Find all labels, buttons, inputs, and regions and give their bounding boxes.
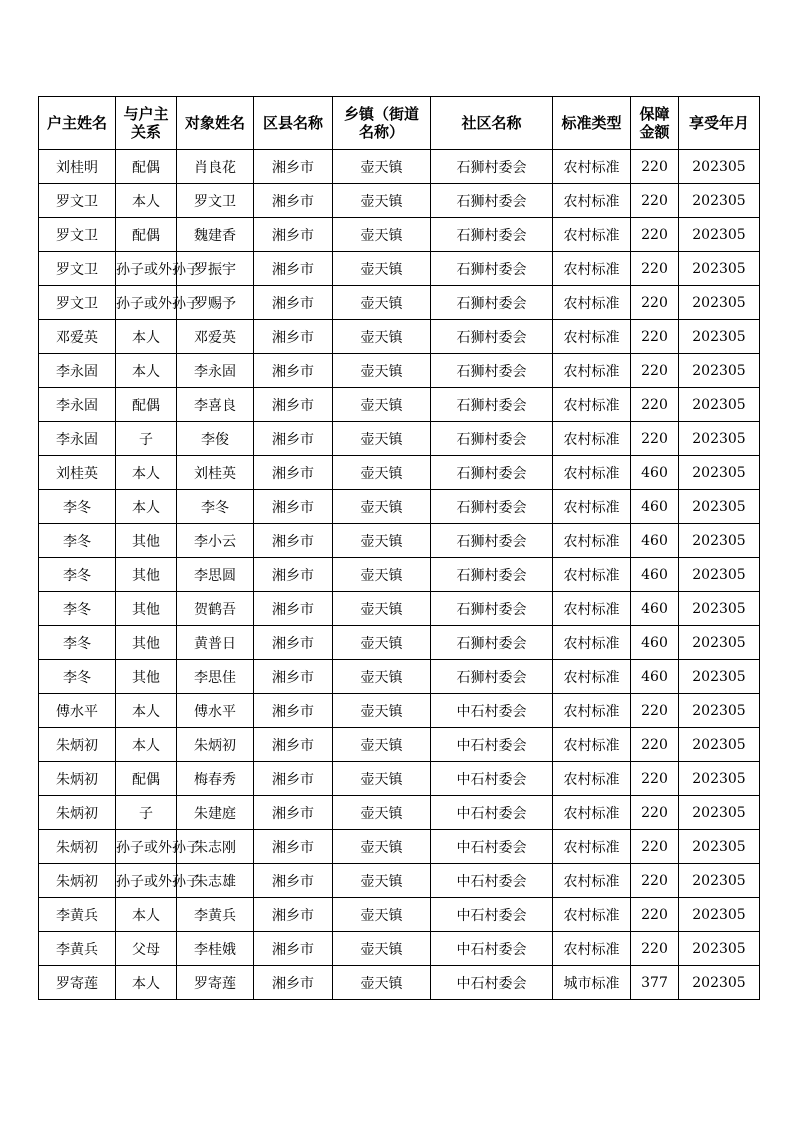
table-row [39,456,760,490]
table-row [39,422,760,456]
householder-cell: 朱炳初 [39,762,116,796]
amount-cell: 220 [631,354,679,388]
recipient-cell: 梅春秀 [177,762,254,796]
table-row [39,388,760,422]
householder-cell: 李冬 [39,558,116,592]
amount-cell: 220 [631,184,679,218]
month-cell: 202305 [679,898,760,932]
community-cell: 石狮村委会 [431,660,553,694]
relation-cell: 孙子或外孙子 [116,252,177,286]
month-cell: 202305 [679,422,760,456]
standard-cell: 农村标准 [553,150,631,184]
table-row [39,966,760,1000]
community-cell: 中石村委会 [431,966,553,1000]
householder-cell: 傅水平 [39,694,116,728]
header-community: 社区名称 [431,97,553,150]
county-cell: 湘乡市 [254,150,333,184]
community-cell: 石狮村委会 [431,354,553,388]
householder-cell: 李冬 [39,592,116,626]
recipient-cell: 罗赐予 [177,286,254,320]
householder-cell: 李冬 [39,524,116,558]
recipient-cell: 罗寄莲 [177,966,254,1000]
month-cell: 202305 [679,524,760,558]
community-cell: 中石村委会 [431,864,553,898]
relation-cell: 本人 [116,184,177,218]
amount-cell: 220 [631,252,679,286]
standard-cell: 农村标准 [553,898,631,932]
town-cell: 壶天镇 [333,728,431,762]
recipient-cell: 李小云 [177,524,254,558]
month-cell: 202305 [679,252,760,286]
householder-cell: 罗文卫 [39,184,116,218]
town-cell: 壶天镇 [333,898,431,932]
town-cell: 壶天镇 [333,354,431,388]
table-row [39,762,760,796]
standard-cell: 农村标准 [553,184,631,218]
standard-cell: 农村标准 [553,286,631,320]
householder-cell: 李黄兵 [39,898,116,932]
county-cell: 湘乡市 [254,762,333,796]
table-row [39,286,760,320]
standard-cell: 农村标准 [553,422,631,456]
header-householder: 户主姓名 [39,97,116,150]
amount-cell: 220 [631,422,679,456]
recipient-cell: 李冬 [177,490,254,524]
standard-cell: 农村标准 [553,796,631,830]
community-cell: 石狮村委会 [431,320,553,354]
town-cell: 壶天镇 [333,592,431,626]
community-cell: 中石村委会 [431,796,553,830]
header-row [39,97,760,150]
community-cell: 石狮村委会 [431,456,553,490]
relation-cell: 本人 [116,966,177,1000]
month-cell: 202305 [679,184,760,218]
relation-cell: 本人 [116,354,177,388]
town-cell: 壶天镇 [333,252,431,286]
table-body [39,150,760,1000]
amount-cell: 220 [631,932,679,966]
table-row [39,252,760,286]
relation-cell: 其他 [116,660,177,694]
recipient-cell: 肖良花 [177,150,254,184]
recipient-cell: 朱志刚 [177,830,254,864]
month-cell: 202305 [679,762,760,796]
householder-cell: 刘桂英 [39,456,116,490]
householder-cell: 罗文卫 [39,252,116,286]
community-cell: 中石村委会 [431,694,553,728]
county-cell: 湘乡市 [254,558,333,592]
householder-cell: 罗文卫 [39,218,116,252]
town-cell: 壶天镇 [333,558,431,592]
community-cell: 中石村委会 [431,728,553,762]
relation-cell: 本人 [116,728,177,762]
table-row [39,694,760,728]
county-cell: 湘乡市 [254,830,333,864]
month-cell: 202305 [679,286,760,320]
month-cell: 202305 [679,456,760,490]
town-cell: 壶天镇 [333,830,431,864]
amount-cell: 220 [631,320,679,354]
standard-cell: 农村标准 [553,558,631,592]
header-town-line-2: 名称） [358,123,404,141]
town-cell: 壶天镇 [333,422,431,456]
householder-cell: 李永固 [39,422,116,456]
relation-cell: 其他 [116,592,177,626]
recipient-cell: 刘桂英 [177,456,254,490]
table-row [39,490,760,524]
table-row [39,796,760,830]
county-cell: 湘乡市 [254,660,333,694]
community-cell: 石狮村委会 [431,626,553,660]
recipient-cell: 朱志雄 [177,864,254,898]
recipient-cell: 李黄兵 [177,898,254,932]
householder-cell: 罗寄莲 [39,966,116,1000]
table-row [39,184,760,218]
recipient-cell: 李永固 [177,354,254,388]
county-cell: 湘乡市 [254,796,333,830]
town-cell: 壶天镇 [333,694,431,728]
standard-cell: 农村标准 [553,932,631,966]
recipient-cell: 黄普日 [177,626,254,660]
standard-cell: 农村标准 [553,252,631,286]
recipient-cell: 邓爱英 [177,320,254,354]
county-cell: 湘乡市 [254,286,333,320]
recipient-cell: 李俊 [177,422,254,456]
community-cell: 中石村委会 [431,830,553,864]
header-month: 享受年月 [679,97,760,150]
recipient-cell: 李思佳 [177,660,254,694]
relation-cell: 本人 [116,490,177,524]
householder-cell: 罗文卫 [39,286,116,320]
month-cell: 202305 [679,660,760,694]
month-cell: 202305 [679,150,760,184]
community-cell: 石狮村委会 [431,150,553,184]
month-cell: 202305 [679,864,760,898]
amount-cell: 220 [631,218,679,252]
relation-cell: 孙子或外孙子 [116,286,177,320]
header-relation-line-2: 关系 [130,123,161,141]
community-cell: 中石村委会 [431,932,553,966]
month-cell: 202305 [679,354,760,388]
community-cell: 中石村委会 [431,762,553,796]
community-cell: 石狮村委会 [431,184,553,218]
community-cell: 石狮村委会 [431,286,553,320]
amount-cell: 220 [631,694,679,728]
month-cell: 202305 [679,490,760,524]
recipient-cell: 罗振宇 [177,252,254,286]
month-cell: 202305 [679,796,760,830]
community-cell: 石狮村委会 [431,388,553,422]
table-row [39,932,760,966]
county-cell: 湘乡市 [254,252,333,286]
relation-cell: 配偶 [116,218,177,252]
amount-cell: 220 [631,762,679,796]
standard-cell: 农村标准 [553,524,631,558]
amount-cell: 460 [631,558,679,592]
table-row [39,830,760,864]
community-cell: 石狮村委会 [431,218,553,252]
county-cell: 湘乡市 [254,592,333,626]
county-cell: 湘乡市 [254,422,333,456]
standard-cell: 农村标准 [553,218,631,252]
header-relation [116,97,177,150]
relation-cell: 配偶 [116,150,177,184]
householder-cell: 朱炳初 [39,796,116,830]
recipient-cell: 朱炳初 [177,728,254,762]
month-cell: 202305 [679,932,760,966]
relation-cell: 其他 [116,558,177,592]
amount-cell: 220 [631,388,679,422]
amount-cell: 377 [631,966,679,1000]
county-cell: 湘乡市 [254,320,333,354]
month-cell: 202305 [679,592,760,626]
relation-cell: 其他 [116,626,177,660]
town-cell: 壶天镇 [333,660,431,694]
table-row [39,864,760,898]
table-row [39,524,760,558]
standard-cell: 农村标准 [553,864,631,898]
table-row [39,898,760,932]
standard-cell: 农村标准 [553,830,631,864]
standard-cell: 农村标准 [553,694,631,728]
table-row [39,150,760,184]
standard-cell: 农村标准 [553,456,631,490]
relation-cell: 本人 [116,694,177,728]
header-amount-line-2: 金额 [639,123,670,141]
table-row [39,558,760,592]
amount-cell: 220 [631,796,679,830]
header-county: 区县名称 [254,97,333,150]
standard-cell: 农村标准 [553,320,631,354]
householder-cell: 李冬 [39,490,116,524]
recipient-cell: 李思圆 [177,558,254,592]
householder-cell: 李永固 [39,388,116,422]
standard-cell: 农村标准 [553,592,631,626]
header-amount-lines [639,105,669,141]
amount-cell: 220 [631,830,679,864]
recipient-cell: 魏建香 [177,218,254,252]
county-cell: 湘乡市 [254,388,333,422]
householder-cell: 朱炳初 [39,864,116,898]
month-cell: 202305 [679,320,760,354]
county-cell: 湘乡市 [254,626,333,660]
table-row [39,626,760,660]
month-cell: 202305 [679,830,760,864]
amount-cell: 220 [631,728,679,762]
householder-cell: 朱炳初 [39,728,116,762]
month-cell: 202305 [679,728,760,762]
community-cell: 中石村委会 [431,898,553,932]
recipient-cell: 李喜良 [177,388,254,422]
community-cell: 石狮村委会 [431,558,553,592]
county-cell: 湘乡市 [254,524,333,558]
relation-cell: 配偶 [116,388,177,422]
town-cell: 壶天镇 [333,456,431,490]
town-cell: 壶天镇 [333,286,431,320]
month-cell: 202305 [679,388,760,422]
standard-cell: 农村标准 [553,388,631,422]
householder-cell: 李黄兵 [39,932,116,966]
header-town [333,97,431,150]
county-cell: 湘乡市 [254,898,333,932]
county-cell: 湘乡市 [254,728,333,762]
month-cell: 202305 [679,218,760,252]
table-header [39,97,760,150]
relation-cell: 本人 [116,456,177,490]
header-relation-lines [123,105,168,141]
town-cell: 壶天镇 [333,932,431,966]
county-cell: 湘乡市 [254,218,333,252]
header-town-lines [344,105,419,141]
recipient-cell: 傅水平 [177,694,254,728]
householder-cell: 李冬 [39,626,116,660]
standard-cell: 农村标准 [553,626,631,660]
table-row [39,728,760,762]
relation-cell: 其他 [116,524,177,558]
householder-cell: 邓爱英 [39,320,116,354]
header-recipient: 对象姓名 [177,97,254,150]
standard-cell: 农村标准 [553,354,631,388]
subsidy-roster-table [38,96,760,1000]
relation-cell: 子 [116,422,177,456]
community-cell: 石狮村委会 [431,252,553,286]
town-cell: 壶天镇 [333,626,431,660]
householder-cell: 李冬 [39,660,116,694]
town-cell: 壶天镇 [333,388,431,422]
amount-cell: 460 [631,592,679,626]
header-town-line-1: 乡镇（街道 [343,105,419,123]
town-cell: 壶天镇 [333,218,431,252]
county-cell: 湘乡市 [254,966,333,1000]
recipient-cell: 李桂娥 [177,932,254,966]
amount-cell: 460 [631,456,679,490]
amount-cell: 460 [631,626,679,660]
town-cell: 壶天镇 [333,864,431,898]
amount-cell: 220 [631,898,679,932]
header-standard: 标准类型 [553,97,631,150]
standard-cell: 农村标准 [553,762,631,796]
householder-cell: 刘桂明 [39,150,116,184]
householder-cell: 李永固 [39,354,116,388]
community-cell: 石狮村委会 [431,592,553,626]
town-cell: 壶天镇 [333,796,431,830]
table-row [39,354,760,388]
relation-cell: 孙子或外孙子 [116,864,177,898]
amount-cell: 220 [631,150,679,184]
recipient-cell: 罗文卫 [177,184,254,218]
county-cell: 湘乡市 [254,354,333,388]
town-cell: 壶天镇 [333,320,431,354]
town-cell: 壶天镇 [333,966,431,1000]
county-cell: 湘乡市 [254,694,333,728]
recipient-cell: 朱建庭 [177,796,254,830]
standard-cell: 农村标准 [553,660,631,694]
county-cell: 湘乡市 [254,864,333,898]
county-cell: 湘乡市 [254,490,333,524]
header-amount [631,97,679,150]
relation-cell: 子 [116,796,177,830]
header-amount-line-1: 保障 [639,105,670,123]
relation-cell: 配偶 [116,762,177,796]
month-cell: 202305 [679,694,760,728]
standard-cell: 农村标准 [553,490,631,524]
standard-cell: 农村标准 [553,728,631,762]
amount-cell: 460 [631,660,679,694]
month-cell: 202305 [679,966,760,1000]
county-cell: 湘乡市 [254,456,333,490]
relation-cell: 本人 [116,320,177,354]
table-row [39,592,760,626]
standard-cell: 城市标准 [553,966,631,1000]
county-cell: 湘乡市 [254,932,333,966]
householder-cell: 朱炳初 [39,830,116,864]
amount-cell: 460 [631,524,679,558]
relation-cell: 父母 [116,932,177,966]
header-relation-line-1: 与户主 [123,105,169,123]
recipient-cell: 贺鹤吾 [177,592,254,626]
community-cell: 石狮村委会 [431,524,553,558]
table-row [39,660,760,694]
amount-cell: 220 [631,286,679,320]
relation-cell: 本人 [116,898,177,932]
amount-cell: 460 [631,490,679,524]
town-cell: 壶天镇 [333,762,431,796]
amount-cell: 220 [631,864,679,898]
community-cell: 石狮村委会 [431,422,553,456]
town-cell: 壶天镇 [333,524,431,558]
month-cell: 202305 [679,558,760,592]
table-row [39,218,760,252]
month-cell: 202305 [679,626,760,660]
town-cell: 壶天镇 [333,150,431,184]
table-row [39,320,760,354]
community-cell: 石狮村委会 [431,490,553,524]
town-cell: 壶天镇 [333,490,431,524]
relation-cell: 孙子或外孙子 [116,830,177,864]
town-cell: 壶天镇 [333,184,431,218]
county-cell: 湘乡市 [254,184,333,218]
